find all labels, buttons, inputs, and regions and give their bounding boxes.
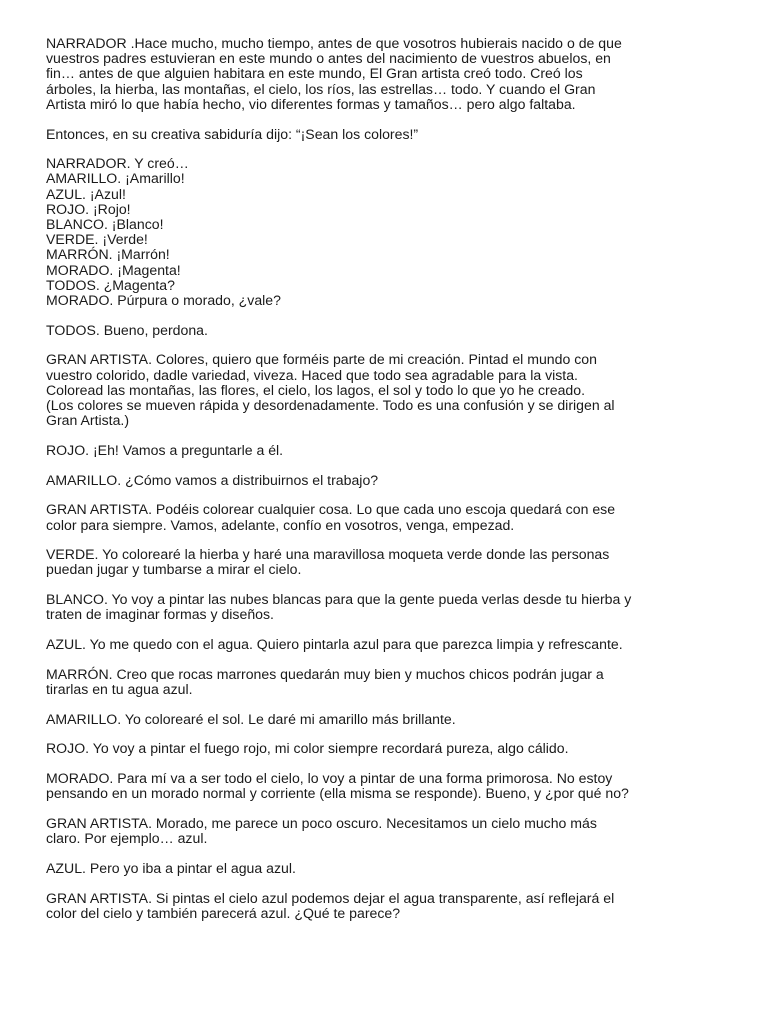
script-paragraph [46, 547, 736, 577]
text-line: árboles, la hierba, las montañas, el cielo, los ríos, las estrellas… todo. Y cuando el Gran [46, 80, 596, 97]
text-line: BLANCO. Yo voy a pintar las nubes blancas para que la gente pueda verlas desde tu hierba y [46, 591, 632, 608]
text-line: MARRÓN. ¡Marrón! [46, 246, 170, 263]
text-line: AMARILLO. ¡Amarillo! [46, 170, 185, 187]
script-paragraph [46, 771, 736, 801]
text-line: NARRADOR .Hace mucho, mucho tiempo, antes de que vosotros hubierais nacido o de que [46, 35, 622, 51]
script-paragraph [46, 443, 736, 458]
text-line: (Los colores se mueven rápida y desordenadamente. Todo es una confusión y se dirigen al [46, 397, 615, 414]
text-line: MORADO. Púrpura o morado, ¿vale? [46, 292, 281, 309]
text-line: color para siempre. Vamos, adelante, confío en vosotros, venga, empezad. [46, 516, 515, 533]
text-line: AZUL. Pero yo iba a pintar el agua azul. [46, 859, 296, 876]
text-line: MORADO. ¡Magenta! [46, 261, 181, 278]
script-paragraph [46, 741, 736, 756]
text-line: ROJO. ¡Rojo! [46, 200, 131, 217]
text-line: Coloread las montañas, las flores, el cielo, los lagos, el sol y todo lo que yo he creado. [46, 381, 585, 398]
text-line: GRAN ARTISTA. Morado, me parece un poco oscuro. Necesitamos un cielo mucho más [46, 815, 597, 832]
text-line: color del cielo y también parecerá azul. ¿Qué te parece? [46, 904, 401, 921]
text-line: ROJO. Yo voy a pintar el fuego rojo, mi color siempre recordará pureza, algo cálido. [46, 740, 569, 757]
text-line: puedan jugar y tumbarse a mirar el cielo. [46, 561, 302, 578]
script-paragraph [46, 861, 736, 876]
script-paragraph [46, 36, 736, 112]
text-line: VERDE. Yo colorearé la hierba y haré una maravillosa moqueta verde donde las personas [46, 546, 610, 563]
text-line: BLANCO. ¡Blanco! [46, 216, 164, 233]
text-line: GRAN ARTISTA. Si pintas el cielo azul podemos dejar el agua transparente, así reflejará el [46, 889, 615, 906]
text-line: vuestros padres estuvieran en este mundo o antes del nacimiento de vuestros abuelos, en [46, 50, 611, 67]
script-paragraph [46, 352, 736, 428]
text-line: pensando en un morado normal y corriente (ella misma se responde). Bueno, y ¿por qué no? [46, 785, 629, 802]
script-paragraph [46, 816, 736, 846]
script-paragraph [46, 473, 736, 488]
script-paragraph [46, 323, 736, 338]
text-line: GRAN ARTISTA. Podéis colorear cualquier cosa. Lo que cada uno escoja quedará con ese [46, 501, 616, 518]
text-line: traten de imaginar formas y diseños. [46, 606, 274, 623]
text-line: TODOS. Bueno, perdona. [46, 321, 208, 338]
document-page [46, 36, 736, 936]
text-line: TODOS. ¿Magenta? [46, 276, 175, 293]
script-paragraph [46, 502, 736, 532]
text-line: tirarlas en tu agua azul. [46, 681, 193, 697]
text-line: claro. Por ejemplo… azul. [46, 830, 208, 847]
script-paragraph [46, 712, 736, 727]
text-line: vuestro colorido, dadle variedad, viveza. Haced que todo sea agradable para la vista. [46, 366, 578, 383]
text-line: Entonces, en su creativa sabiduría dijo: “¡Sean los colores!” [46, 125, 419, 142]
text-line: fin… antes de que alguien habitara en este mundo, El Gran artista creó todo. Creó los [46, 65, 583, 82]
text-line: ROJO. ¡Eh! Vamos a preguntarle a él. [46, 441, 284, 458]
script-paragraph [46, 156, 736, 308]
script-paragraph [46, 667, 736, 697]
text-line: MARRÓN. Creo que rocas marrones quedarán muy bien y muchos chicos podrán jugar a [46, 665, 604, 682]
text-line: NARRADOR. Y creó… [46, 155, 189, 172]
script-paragraph [46, 127, 736, 142]
text-line: GRAN ARTISTA. Colores, quiero que forméis parte de mi creación. Pintad el mundo con [46, 351, 597, 368]
script-paragraph [46, 637, 736, 652]
text-line: AZUL. ¡Azul! [46, 185, 126, 202]
script-paragraph [46, 891, 736, 921]
script-paragraph [46, 592, 736, 622]
text-line: Artista miró lo que había hecho, vio diferentes formas y tamaños… pero algo faltaba. [46, 95, 576, 112]
text-line: VERDE. ¡Verde! [46, 231, 148, 248]
text-line: AMARILLO. ¿Cómo vamos a distribuirnos el trabajo? [46, 471, 379, 488]
text-line: MORADO. Para mí va a ser todo el cielo, lo voy a pintar de una forma primorosa. No estoy [46, 770, 613, 787]
text-line: Gran Artista.) [46, 412, 130, 429]
text-line: AMARILLO. Yo colorearé el sol. Le daré mi amarillo más brillante. [46, 710, 456, 727]
text-line: AZUL. Yo me quedo con el agua. Quiero pintarla azul para que parezca limpia y refrescante. [46, 636, 623, 653]
